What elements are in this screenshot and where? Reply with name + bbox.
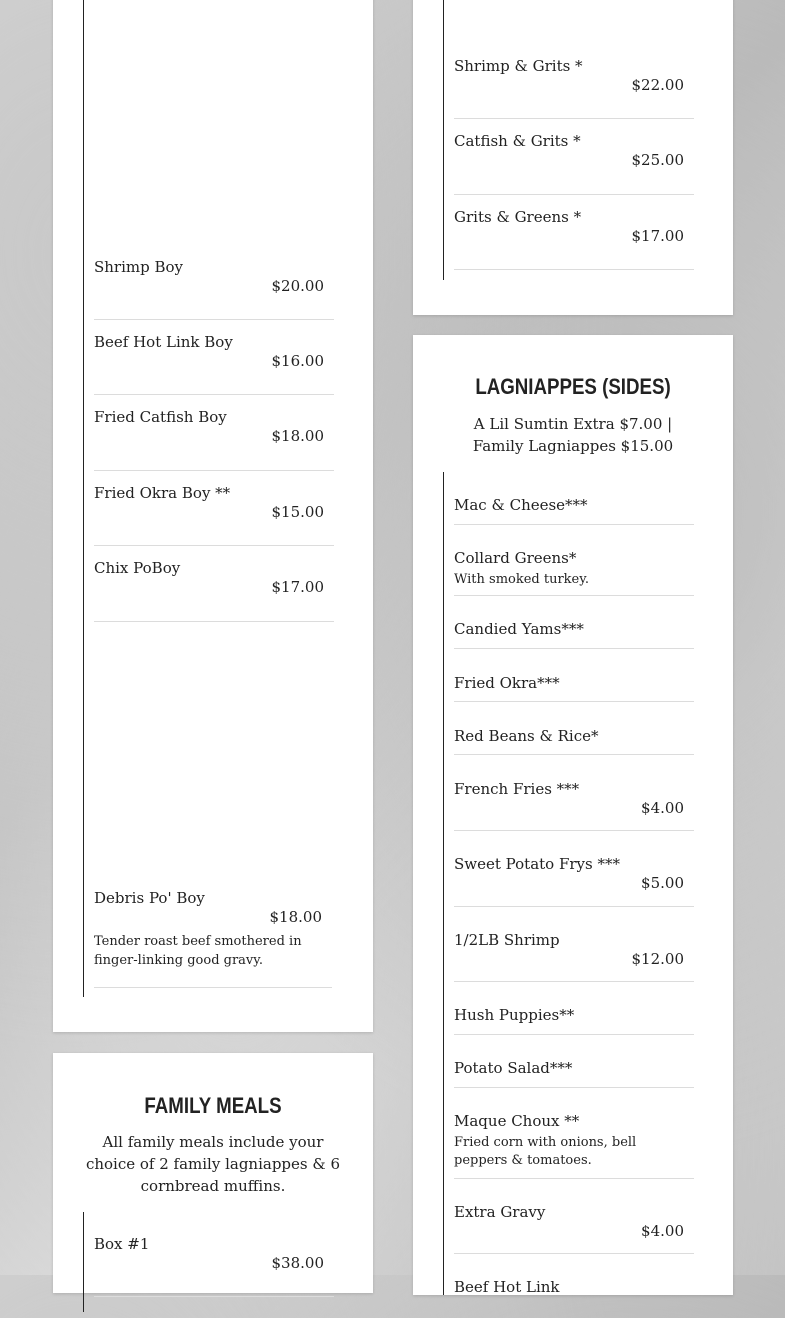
item-name: Catfish & Grits * (454, 132, 581, 150)
section-subtitle: A Lil Sumtin Extra $7.00 | Family Lagniappes $15.00 (472, 415, 674, 455)
lagniappes-list (443, 472, 724, 1295)
menu-item-collard-greens[interactable] (454, 549, 694, 596)
item-price: $18.00 (271, 427, 324, 445)
menu-item-hush-puppies[interactable] (454, 1006, 694, 1035)
menu-item-mac-cheese[interactable] (454, 496, 694, 525)
item-name: Shrimp & Grits * (454, 57, 583, 75)
item-name: Maque Choux ** (454, 1112, 580, 1130)
item-price: $4.00 (641, 1222, 684, 1240)
menu-item-grits-greens[interactable] (454, 208, 694, 270)
item-name: Candied Yams*** (454, 620, 584, 638)
menu-item-shrimp-boy[interactable] (94, 258, 334, 320)
menu-item-sweet-potato-frys[interactable] (454, 855, 694, 907)
item-price: $25.00 (631, 151, 684, 169)
item-price: $22.00 (631, 76, 684, 94)
menu-item-french-fries[interactable] (454, 780, 694, 831)
item-price: $12.00 (631, 950, 684, 968)
menu-item-box-1[interactable] (94, 1235, 334, 1297)
item-name: Red Beans & Rice* (454, 727, 599, 745)
section-title: LAGNIAPPES (SIDES) (475, 374, 671, 399)
item-name: Fried Catfish Boy (94, 408, 227, 426)
item-price: $38.00 (271, 1254, 324, 1272)
section-subtitle: All family meals include your choice of 2 family lagniappes & 6 cornbread muffins. (85, 1133, 341, 1195)
menu-item-half-lb-shrimp[interactable] (454, 931, 694, 982)
item-description: With smoked turkey. (454, 572, 590, 587)
item-name: Beef Hot Link Boy (94, 333, 233, 351)
grits-card (413, 0, 733, 315)
menu-item-chix-poboy[interactable] (94, 559, 334, 622)
menu-item-beef-hot-link[interactable] (454, 1278, 694, 1318)
menu-item-candied-yams[interactable] (454, 620, 694, 649)
item-name: Shrimp Boy (94, 258, 184, 276)
item-name: Sweet Potato Frys *** (454, 855, 620, 873)
item-name: French Fries *** (454, 780, 580, 798)
menu-item-fried-okra[interactable] (454, 674, 694, 702)
item-name: Mac & Cheese*** (454, 496, 588, 514)
item-price: $17.00 (271, 578, 324, 596)
lagniappes-card (413, 335, 733, 1295)
menu-item-debris-po-boy[interactable] (94, 889, 332, 988)
item-price: $18.00 (269, 908, 322, 926)
menu-item-beef-hot-link-boy[interactable] (94, 333, 334, 395)
item-name: Extra Gravy (454, 1203, 546, 1221)
item-price: $15.00 (271, 503, 324, 521)
item-name: Grits & Greens * (454, 208, 582, 226)
item-name: Box #1 (94, 1235, 150, 1253)
item-name: Collard Greens* (454, 549, 577, 567)
item-price: $20.00 (271, 277, 324, 295)
item-price: $5.00 (641, 874, 684, 892)
section-title: FAMILY MEALS (144, 1093, 282, 1118)
menu-item-potato-salad[interactable] (454, 1059, 694, 1088)
item-name: Chix PoBoy (94, 559, 181, 577)
family-meals-list (83, 1212, 364, 1312)
item-name: Debris Po' Boy (94, 889, 205, 907)
grits-list (443, 0, 724, 280)
item-name: Fried Okra Boy ** (94, 484, 231, 502)
poboys-list (83, 0, 364, 997)
item-name: Beef Hot Link (454, 1278, 560, 1296)
item-description: Fried corn with onions, bell peppers & tomatoes. (454, 1135, 637, 1168)
item-name: Potato Salad*** (454, 1059, 573, 1077)
menu-item-catfish-grits[interactable] (454, 132, 694, 195)
menu-item-fried-catfish-boy[interactable] (94, 408, 334, 471)
family-meals-card (53, 1053, 373, 1293)
item-price: $17.00 (631, 227, 684, 245)
item-price: $4.00 (641, 799, 684, 817)
item-name: 1/2LB Shrimp (454, 931, 560, 949)
item-description: Tender roast beef smothered in finger-linking good gravy. (94, 934, 302, 968)
item-name: Fried Okra*** (454, 674, 560, 692)
menu-item-red-beans-rice[interactable] (454, 727, 694, 755)
menu-item-fried-okra-boy[interactable] (94, 484, 334, 546)
item-price: $16.00 (271, 352, 324, 370)
menu-item-extra-gravy[interactable] (454, 1203, 694, 1254)
menu-item-shrimp-grits[interactable] (454, 57, 694, 119)
item-name: Hush Puppies** (454, 1006, 575, 1024)
poboys-card (53, 0, 373, 1032)
menu-item-maque-choux[interactable] (454, 1112, 694, 1179)
